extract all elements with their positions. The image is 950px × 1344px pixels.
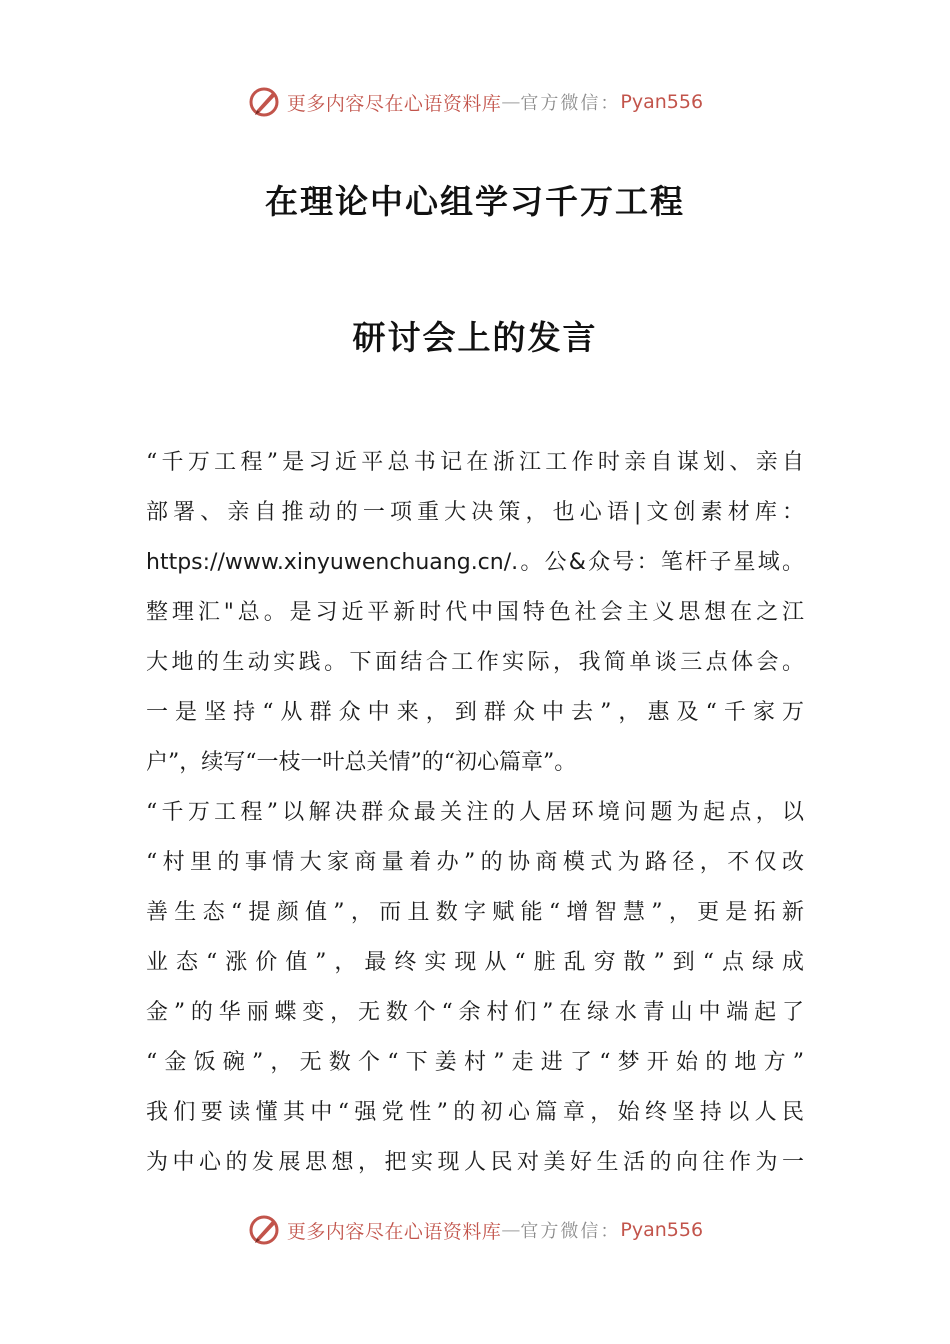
body-line: 整理汇"总。是习近平新时代中国特色社会主义思想在之江 (146, 600, 804, 625)
pen-logo-icon (247, 1212, 283, 1248)
body-line: 部署、亲自推动的一项重大决策，也心语|文创素材库： (146, 500, 804, 525)
banner-dash: — (501, 1219, 521, 1241)
banner-dash: — (501, 91, 521, 113)
body-line: 户”，续写“一枝一叶总关情”的“初心篇章”。 (146, 750, 577, 775)
document-title-line2: 研讨会上的发言 (352, 318, 598, 357)
body-line: 金”的华丽蝶变，无数个“余村们”在绿水青山中端起了 (146, 1000, 804, 1025)
body-line: 善生态“提颜值”，而且数字赋能“增智慧”，更是拓新 (146, 900, 804, 925)
body-line: https://www.xinyuwenchuang.cn/.。公&众号：笔杆子星域。 (146, 550, 804, 575)
body-line: “金饭碗”，无数个“下姜村”走进了“梦开始的地方” (146, 1050, 804, 1075)
banner-main-text: 更多内容尽在心语资料库 (286, 1220, 502, 1243)
banner-main-text: 更多内容尽在心语资料库 (286, 92, 502, 115)
body-line: 一是坚持“从群众中来，到群众中去”，惠及“千家万 (146, 700, 804, 725)
document-title-line1: 在理论中心组学习千万工程 (265, 182, 685, 221)
footer-watermark-banner (0, 1208, 950, 1252)
header-watermark-banner (0, 80, 950, 124)
banner-wechat-id: Pyan556 (620, 91, 704, 113)
pen-logo-icon (247, 84, 283, 120)
body-line: “村里的事情大家商量着办”的协商模式为路径，不仅改 (146, 850, 804, 875)
body-line: “千万工程”是习近平总书记在浙江工作时亲自谋划、亲自 (146, 450, 804, 475)
banner-wechat-id: Pyan556 (620, 1219, 704, 1241)
body-line: 为中心的发展思想，把实现人民对美好生活的向往作为一 (146, 1150, 804, 1175)
banner-wechat-label: 官方微信： (520, 1221, 621, 1242)
body-line: 我们要读懂其中“强党性”的初心篇章，始终坚持以人民 (146, 1100, 804, 1125)
banner-wechat-label: 官方微信： (520, 93, 621, 114)
document-body (146, 438, 804, 1188)
body-line: “千万工程”以解决群众最关注的人居环境问题为起点，以 (146, 800, 804, 825)
body-line: 业态“涨价值”，最终实现从“脏乱穷散”到“点绿成 (146, 950, 804, 975)
body-line: 大地的生动实践。下面结合工作实际，我简单谈三点体会。 (146, 650, 804, 675)
